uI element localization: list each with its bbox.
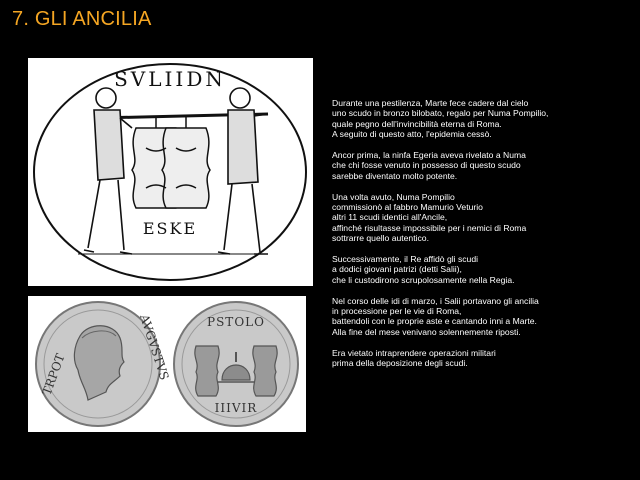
text-line: sottrarre quello autentico. bbox=[332, 233, 429, 244]
coin-obverse-legend-right: AVGVSTVS bbox=[137, 312, 172, 382]
text-line: che li custodirono scrupolosamente nella Regia. bbox=[332, 274, 515, 285]
text-line: Nel corso delle idi di marzo, i Salii portavano gli ancilia bbox=[332, 295, 539, 306]
text-line: commissionò al fabbro Mamurio Veturio bbox=[332, 202, 483, 213]
engraving-image bbox=[28, 58, 313, 286]
paragraph-prohibition bbox=[332, 348, 632, 369]
text-line: Una volta avuto, Numa Pompilio bbox=[332, 191, 455, 202]
coin-reverse-legend-top: PSTOLO bbox=[207, 315, 265, 329]
coin-obverse bbox=[36, 302, 172, 426]
paragraph-mamurio bbox=[332, 192, 632, 244]
text-line: che chi fosse venuto in possesso di questo scudo bbox=[332, 160, 521, 171]
coin-reverse-legend-bottom: IIIVIR bbox=[214, 401, 258, 415]
engraving-inscription-bottom: ESKE bbox=[142, 219, 198, 238]
text-line: Ancor prima, la ninfa Egeria aveva rivelato a Numa bbox=[332, 150, 526, 161]
body-text bbox=[332, 98, 632, 379]
text-line: quale pegno dell'invincibilità eterna di Roma. bbox=[332, 118, 502, 129]
ancilia-shields bbox=[132, 116, 210, 208]
left-figure bbox=[84, 88, 132, 254]
slide-title: 7. GLI ANCILIA bbox=[12, 8, 152, 30]
text-line: altri 11 scudi identici all'Ancile, bbox=[332, 212, 448, 223]
coin-obverse-legend-left: TRPOT bbox=[39, 351, 68, 398]
text-line: Durante una pestilenza, Marte fece cadere dal cielo bbox=[332, 98, 529, 108]
text-line: prima della deposizione degli scudi. bbox=[332, 358, 468, 369]
denarius-coins-illustration bbox=[28, 296, 306, 432]
paragraph-salii bbox=[332, 254, 632, 285]
text-line: a dodici giovani patrizi (detti Salii), bbox=[332, 264, 462, 275]
text-line: sarebbe diventato molto potente. bbox=[332, 170, 458, 181]
engraving-inscription-top: SVLIIDN bbox=[114, 67, 226, 91]
text-line: uno scudo in bronzo bilobato, regalo per Numa Pompilio, bbox=[332, 108, 549, 119]
paragraph-procession bbox=[332, 296, 632, 338]
text-line: A seguito di questo atto, l'epidemia cessò. bbox=[332, 129, 492, 140]
paragraph-pestilence bbox=[332, 98, 632, 140]
text-line: Era vietato intraprendere operazioni militari bbox=[332, 347, 496, 358]
text-line: in processione per le vie di Roma, bbox=[332, 306, 462, 317]
text-line: battendoli con le proprie aste e cantando inni a Marte. bbox=[332, 316, 537, 327]
coins-image bbox=[28, 296, 306, 432]
paragraph-egeria bbox=[332, 150, 632, 181]
coin-reverse bbox=[174, 302, 298, 426]
text-line: affinché risultasse impossibile per i nemici di Roma bbox=[332, 222, 527, 233]
text-line: Alla fine del mese venivano solennemente riposti. bbox=[332, 326, 521, 337]
text-line: Successivamente, il Re affidò gli scudi bbox=[332, 254, 479, 265]
salii-engraving-illustration bbox=[28, 58, 313, 286]
